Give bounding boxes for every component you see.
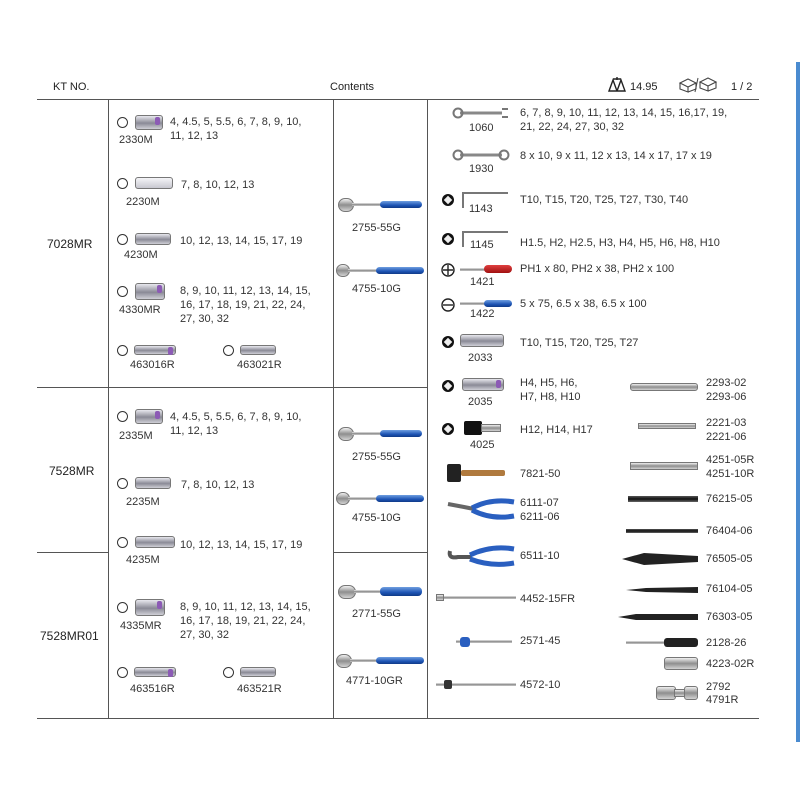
packaging-box-icon	[678, 76, 718, 93]
tool-code-ext1: 2293-02 2293-06	[706, 377, 747, 403]
socket-2230m-icon	[135, 177, 173, 189]
drive-ring-icon	[117, 117, 128, 128]
socket-code-2335m: 2335M	[119, 430, 153, 442]
tool-sizes-1060: 6, 7, 8, 9, 10, 11, 12, 13, 14, 15, 16,17, 19, 21, 22, 24, 27, 30, 32	[520, 107, 728, 133]
socket-code-463021r: 463021R	[237, 359, 282, 371]
tool-code-flex-bar: 4452-15FR	[520, 593, 576, 605]
socket-463516r-icon	[134, 667, 176, 677]
torx-symbol-icon	[442, 336, 454, 348]
drive-ring-icon	[117, 286, 128, 297]
phillips-symbol-icon	[441, 263, 455, 277]
tool-code-punch3: 76303-05	[706, 611, 753, 623]
tool-sizes-1422: 5 x 75, 6.5 x 38, 6.5 x 100	[520, 298, 647, 310]
drive-ring-icon	[117, 345, 128, 356]
tool-code-adapter: 4223-02R	[706, 658, 755, 670]
header-contents: Contents	[330, 81, 375, 93]
tool-code-punch2: 76104-05	[706, 583, 753, 595]
tool-code-1145: 1145	[470, 239, 494, 251]
tool-code-4025: 4025	[470, 439, 495, 451]
tool-code-2035: 2035	[468, 396, 493, 408]
col-divider-3	[427, 99, 428, 718]
table-bottom	[37, 718, 759, 719]
row-divider-1	[37, 387, 427, 388]
page-edge-accent	[796, 62, 800, 742]
water-pump-pliers-icon	[446, 543, 516, 571]
tool-sizes-1145: H1.5, H2, H2.5, H3, H4, H5, H6, H8, H10	[520, 237, 720, 249]
socket-code-4235m: 4235M	[126, 554, 160, 566]
tool-code-1060: 1060	[469, 122, 494, 134]
socket-code-4335mr: 4335MR	[120, 620, 162, 632]
socket-code-2330m: 2330M	[119, 134, 153, 146]
socket-code-463516r: 463516R	[130, 683, 175, 695]
tool-code-1930: 1930	[469, 163, 494, 175]
punch-icon	[626, 529, 698, 533]
socket-sizes-2235m: 7, 8, 10, 12, 13	[181, 479, 255, 491]
tool-sizes-4025: H12, H14, H17	[520, 424, 593, 436]
row-divider-2a	[37, 552, 108, 553]
double-ring-wrench-icon	[452, 149, 510, 161]
socket-4230m-icon	[135, 233, 171, 245]
ratchet-code-4755-10g: 4755-10G	[352, 512, 401, 524]
extension-bar-icon	[630, 383, 698, 391]
cape-chisel-icon	[620, 552, 700, 566]
ratchet-code-2755-55g: 2755-55G	[352, 451, 401, 463]
extension-bar-icon	[630, 462, 698, 470]
drive-ring-icon	[223, 345, 234, 356]
kit-number-7028mr: 7028MR	[47, 237, 93, 251]
col-divider-2	[333, 99, 334, 718]
kit-number-7528mr01: 7528MR01	[40, 629, 99, 643]
socket-code-463016r: 463016R	[130, 359, 175, 371]
header-weight: 14.95	[630, 81, 658, 93]
hex-symbol-icon	[442, 423, 454, 435]
tool-code-1143: 1143	[469, 203, 493, 215]
torx-symbol-icon	[442, 194, 454, 206]
tool-code-t-bar: 4572-10	[520, 679, 561, 691]
center-punch-icon	[616, 612, 700, 622]
socket-sizes-4330mr: 8, 9, 10, 11, 12, 13, 14, 15, 16, 17, 18, 19, 21, 22, 24, 27, 30, 32	[180, 285, 311, 325]
drive-ring-icon	[117, 602, 128, 613]
pin-punch-icon	[624, 585, 700, 595]
socket-4335mr-icon	[135, 599, 165, 616]
socket-code-4330mr: 4330MR	[119, 304, 161, 316]
extension-bar-icon	[638, 423, 696, 429]
tool-code-2033: 2033	[468, 352, 493, 364]
socket-2235m-icon	[135, 477, 171, 489]
ratchet-code-2755-55g: 2755-55G	[352, 222, 401, 234]
drive-ring-icon	[117, 234, 128, 245]
adapter-icon	[664, 657, 698, 670]
socket-463016r-icon	[134, 345, 176, 355]
tool-code-pliers: 6111-07 6211-06	[520, 497, 560, 523]
tool-code-ujoint: 2792 4791R	[706, 681, 739, 706]
ratchet-code-4771-10gr: 4771-10GR	[346, 675, 403, 687]
drive-ring-icon	[223, 667, 234, 678]
socket-code-2235m: 2235M	[126, 496, 160, 508]
tool-code-chisel2: 76505-05	[706, 553, 753, 565]
weight-scale-icon	[606, 75, 628, 93]
tool-sizes-1421: PH1 x 80, PH2 x 38, PH2 x 100	[520, 263, 675, 275]
ratchet-code-4755-10g: 4755-10G	[352, 283, 401, 295]
socket-code-463521r: 463521R	[237, 683, 282, 695]
drive-ring-icon	[117, 537, 128, 548]
kit-number-7528mr: 7528MR	[49, 464, 95, 478]
tool-code-punch1: 76404-06	[706, 525, 753, 537]
header-divider	[37, 99, 759, 100]
drive-ring-icon	[117, 178, 128, 189]
hex-bit-socket-icon	[462, 378, 504, 391]
col-divider-1	[108, 99, 109, 718]
row-divider-2b	[333, 552, 427, 553]
tool-code-spinner: 2571-45	[520, 635, 561, 647]
hex-symbol-icon	[442, 233, 454, 245]
socket-2330m-icon	[135, 115, 163, 130]
tool-sizes-1143: T10, T15, T20, T25, T27, T30, T40	[520, 194, 689, 206]
socket-463521r-icon	[240, 667, 276, 677]
tool-sizes-2035: H4, H5, H6, H7, H8, H10	[520, 377, 581, 403]
drive-ring-icon	[117, 411, 128, 422]
tool-code-water-pliers: 6511-10	[520, 550, 560, 562]
tool-code-ext2: 2221-03 2221-06	[706, 417, 747, 443]
drive-ring-icon	[117, 667, 128, 678]
hex-symbol-icon	[442, 380, 454, 392]
pliers-icon	[446, 494, 516, 524]
socket-463021r-icon	[240, 345, 276, 355]
socket-sizes-4230m: 10, 12, 13, 14, 15, 17, 19	[180, 235, 303, 247]
chisel-icon	[628, 496, 698, 502]
socket-4330mr-icon	[135, 283, 165, 300]
tool-code-chisel1: 76215-05	[706, 493, 753, 505]
socket-4235m-icon	[135, 536, 175, 548]
tool-code-1421: 1421	[470, 276, 495, 288]
header-pack: 1 / 2	[731, 81, 753, 93]
slotted-symbol-icon	[441, 298, 455, 312]
ratchet-code-2771-55g: 2771-55G	[352, 608, 401, 620]
tool-code-hammer: 7821-50	[520, 468, 561, 480]
drive-ring-icon	[117, 478, 128, 489]
combination-wrench-icon	[452, 107, 510, 119]
tool-sizes-2033: T10, T15, T20, T25, T27	[520, 337, 639, 349]
torx-bit-socket-icon	[460, 334, 504, 347]
socket-sizes-2335m: 4, 4.5, 5, 5.5, 6, 7, 8, 9, 10, 11, 12, 13	[170, 411, 302, 437]
tool-code-pickup: 2128-26	[706, 637, 747, 649]
socket-2335m-icon	[135, 409, 163, 424]
tool-code-ext3: 4251-05R 4251-10R	[706, 454, 755, 480]
socket-sizes-4335mr: 8, 9, 10, 11, 12, 13, 14, 15, 16, 17, 18, 19, 21, 22, 24, 27, 30, 32	[180, 601, 311, 641]
hammer-icon	[446, 462, 508, 484]
tool-sizes-1930: 8 x 10, 9 x 11, 12 x 13, 14 x 17, 17 x 19	[520, 150, 712, 162]
socket-code-2230m: 2230M	[126, 196, 160, 208]
header-kt-no: KT NO.	[53, 81, 90, 93]
socket-sizes-2330m: 4, 4.5, 5, 5.5, 6, 7, 8, 9, 10, 11, 12, 13	[170, 116, 302, 142]
tool-code-1422: 1422	[470, 308, 495, 320]
socket-sizes-4235m: 10, 12, 13, 14, 15, 17, 19	[180, 539, 303, 551]
socket-code-4230m: 4230M	[124, 249, 158, 261]
socket-sizes-2230m: 7, 8, 10, 12, 13	[181, 179, 255, 191]
